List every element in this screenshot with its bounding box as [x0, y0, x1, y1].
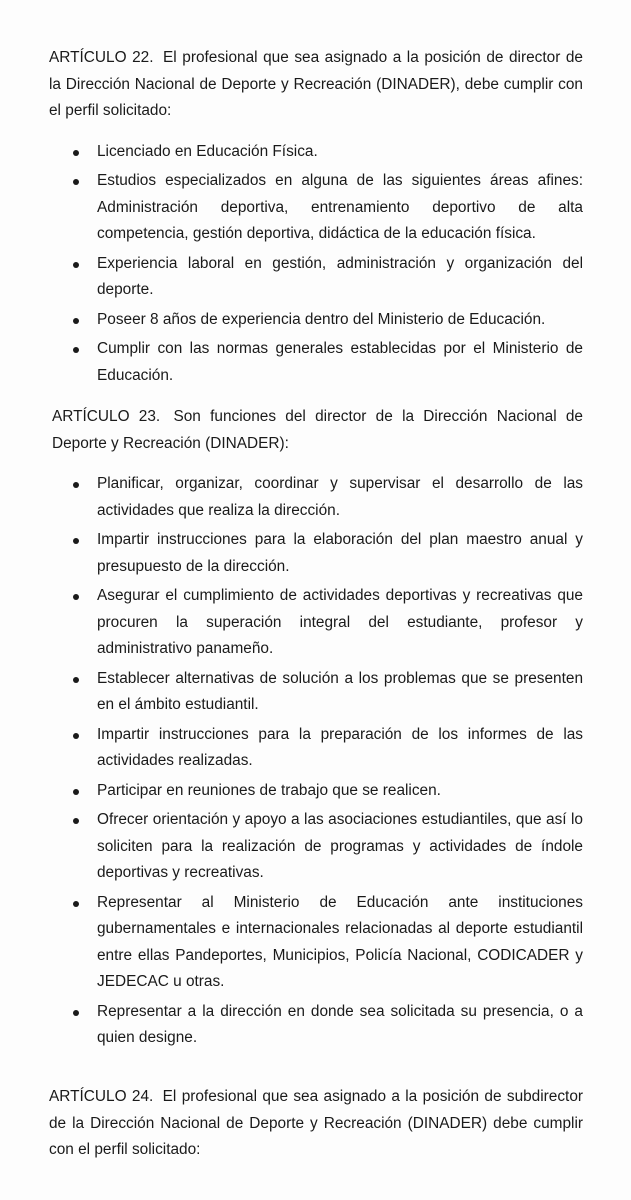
list-item [0, 999, 631, 1052]
list-item-text: Cumplir con las normas generales establecidas por el Ministerio de Educación. [97, 340, 583, 384]
bullet-icon [73, 901, 79, 907]
article-22 [0, 45, 631, 392]
list-item [0, 251, 631, 304]
list-item [0, 583, 631, 663]
article-22-heading: ARTÍCULO 22. [49, 49, 154, 66]
list-item-text: Ofrecer orientación y apoyo a las asociaciones estudiantiles, que así lo soliciten para la realización de programas y actividades de índole deportivas y recreativas. [97, 811, 583, 881]
article-24-intro [49, 1084, 583, 1164]
list-item [0, 307, 631, 334]
bullet-icon [73, 818, 79, 824]
list-item [0, 168, 631, 248]
list-item [0, 722, 631, 775]
bullet-icon [73, 1010, 79, 1016]
list-item-text: Licenciado en Educación Física. [97, 142, 318, 160]
bullet-icon [73, 594, 79, 600]
list-item-text: Asegurar el cumplimiento de actividades deportivas y recreativas que procuren la superación integral del estudiante, profesor y administrativo panameño. [97, 587, 583, 657]
list-item [0, 666, 631, 719]
bullet-icon [73, 150, 79, 156]
list-item-text: Representar a la dirección en donde sea solicitada su presencia, o a quien designe. [97, 1002, 583, 1046]
list-item-text: Planificar, organizar, coordinar y supervisar el desarrollo de las actividades que realiza la dirección. [97, 475, 583, 519]
list-item-text: Establecer alternativas de solución a los problemas que se presenten en el ámbito estudiantil. [97, 669, 583, 713]
list-item [0, 139, 631, 166]
bullet-icon [73, 677, 79, 683]
list-item-text: Poseer 8 años de experiencia dentro del Ministerio de Educación. [97, 310, 546, 328]
list-item [0, 527, 631, 580]
bullet-icon [73, 318, 79, 324]
list-item [0, 890, 631, 996]
article-23 [0, 404, 631, 1055]
article-22-list [0, 139, 631, 390]
list-item-text: Estudios especializados en alguna de las siguientes áreas afines: Administración deportiva, entrenamiento deportivo de alta competencia, gestión deportiva, didáctica de la educación física. [97, 172, 583, 242]
list-item-text: Impartir instrucciones para la elaboración del plan maestro anual y presupuesto de la dirección. [97, 531, 583, 575]
list-item-text: Participar en reuniones de trabajo que se realicen. [97, 781, 441, 799]
article-24 [0, 1084, 631, 1164]
list-item-text: Experiencia laboral en gestión, administración y organización del deporte. [97, 254, 583, 298]
list-item [0, 336, 631, 389]
article-23-intro [52, 404, 583, 457]
bullet-icon [73, 347, 79, 353]
bullet-icon [73, 262, 79, 268]
article-22-intro [49, 45, 583, 125]
bullet-icon [73, 733, 79, 739]
article-24-heading: ARTÍCULO 24. [49, 1088, 154, 1105]
article-23-list [0, 471, 631, 1052]
article-22-text: El profesional que sea asignado a la posición de director de la Dirección Nacional de Deporte y Recreación (DINADER), debe cumplir con el perfil solicitado: [49, 49, 583, 119]
bullet-icon [73, 179, 79, 185]
list-item [0, 807, 631, 887]
list-item [0, 471, 631, 524]
list-item [0, 778, 631, 805]
bullet-icon [73, 789, 79, 795]
article-23-text: Son funciones del director de la Dirección Nacional de Deporte y Recreación (DINADER): [52, 408, 583, 452]
bullet-icon [73, 538, 79, 544]
list-item-text: Impartir instrucciones para la preparación de los informes de las actividades realizadas. [97, 725, 583, 769]
list-item-text: Representar al Ministerio de Educación ante instituciones gubernamentales e internacionales relacionadas al deporte estudiantil entre ellas Pandeportes, Municipios, Policía Nacional, CODICADER y JEDECAC u otras. [97, 893, 583, 990]
article-24-text: El profesional que sea asignado a la posición de subdirector de la Dirección Nacional de Deporte y Recreación (DINADER) debe cumplir con el perfil solicitado: [49, 1088, 584, 1158]
article-23-heading: ARTÍCULO 23. [52, 408, 161, 425]
bullet-icon [73, 482, 79, 488]
